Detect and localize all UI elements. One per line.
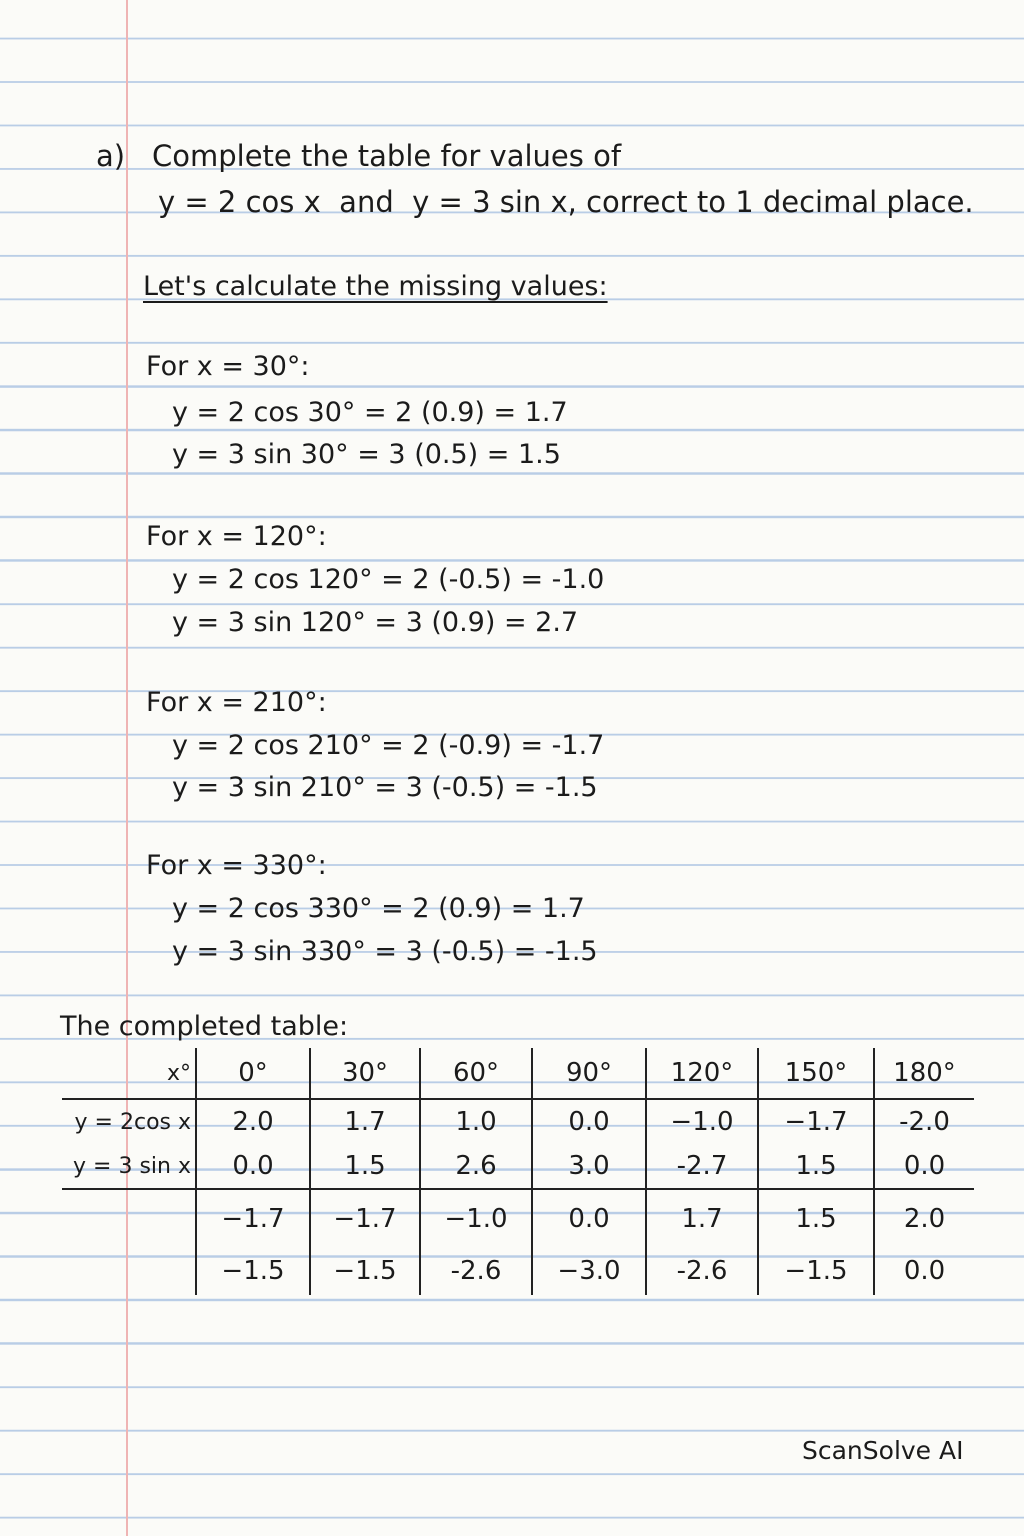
table-cell: -2.6 [646,1247,758,1295]
calc-cos-line: y = 2 cos 120° = 2 (-0.5) = -1.0 [172,564,605,595]
calc-sin-line: y = 3 sin 210° = 3 (-0.5) = -1.5 [172,772,598,803]
question-line-2: y = 2 cos x and y = 3 sin x, correct to 1 decimal place. [158,185,974,219]
table-cell: −1.7 [196,1189,310,1247]
table-cell: −1.0 [646,1099,758,1144]
calc-sin-line: y = 3 sin 30° = 3 (0.5) = 1.5 [172,439,561,470]
table-row-extra-2 [62,1247,974,1295]
row-label: y = 3 sin x [62,1144,196,1189]
calc-cos-line: y = 2 cos 330° = 2 (0.9) = 1.7 [172,893,585,924]
notebook-margin-line [126,0,128,1536]
question-label: a) [96,139,126,173]
table-row-sin [62,1144,974,1189]
table-cell: 1.7 [646,1189,758,1247]
table-cell: 3.0 [532,1144,646,1189]
calc-heading: For x = 330°: [146,850,327,881]
table-cell: 0.0 [874,1247,974,1295]
table-cell: 1.5 [758,1189,874,1247]
table-cell: −1.5 [310,1247,420,1295]
table-cell: 2.0 [874,1189,974,1247]
calc-heading: For x = 120°: [146,521,327,552]
row-label: y = 2cos x [74,1109,191,1135]
column-header: 0° [196,1048,310,1099]
table-cell: 1.0 [420,1099,532,1144]
table-cell: 1.5 [310,1144,420,1189]
column-header: 150° [758,1048,874,1099]
question-line-1: Complete the table for values of [152,139,622,173]
table-cell: 1.7 [310,1099,420,1144]
table-cell: 2.0 [196,1099,310,1144]
calc-sin-line: y = 3 sin 120° = 3 (0.9) = 2.7 [172,607,579,638]
table-cell: 0.0 [874,1144,974,1189]
table-row-extra-1 [62,1189,974,1247]
table-header-row [62,1048,974,1099]
brand-signature: ScanSolve AI [802,1436,964,1465]
table-cell: 2.6 [420,1144,532,1189]
table-cell: 0.0 [196,1144,310,1189]
calc-cos-line: y = 2 cos 30° = 2 (0.9) = 1.7 [172,397,568,428]
table-cell: 1.5 [758,1144,874,1189]
calc-sin-line: y = 3 sin 330° = 3 (-0.5) = -1.5 [172,936,598,967]
column-header: 120° [646,1048,758,1099]
row-label [62,1247,196,1295]
table-cell: -2.7 [646,1144,758,1189]
header-x-label: x° [62,1048,196,1099]
intro-heading: Let's calculate the missing values: [143,271,608,302]
table-cell: -2.6 [420,1247,532,1295]
table-cell: −1.5 [196,1247,310,1295]
table-cell: 0.0 [532,1099,646,1144]
column-header: 60° [420,1048,532,1099]
table-cell: −1.5 [758,1247,874,1295]
table-cell: −1.0 [420,1189,532,1247]
calc-heading: For x = 30°: [146,351,310,382]
column-header: 90° [532,1048,646,1099]
row-label [62,1189,196,1247]
table-cell: 0.0 [532,1189,646,1247]
column-header: 30° [310,1048,420,1099]
calc-cos-line: y = 2 cos 210° = 2 (-0.9) = -1.7 [172,730,605,761]
column-header: 180° [874,1048,974,1099]
table-title: The completed table: [60,1011,349,1042]
table-cell: -2.0 [874,1099,974,1144]
table-row-cos [62,1099,974,1144]
values-table [62,1048,974,1295]
table-cell: −1.7 [310,1189,420,1247]
calc-heading: For x = 210°: [146,687,327,718]
table-cell: −3.0 [532,1247,646,1295]
table-cell: −1.7 [758,1099,874,1144]
